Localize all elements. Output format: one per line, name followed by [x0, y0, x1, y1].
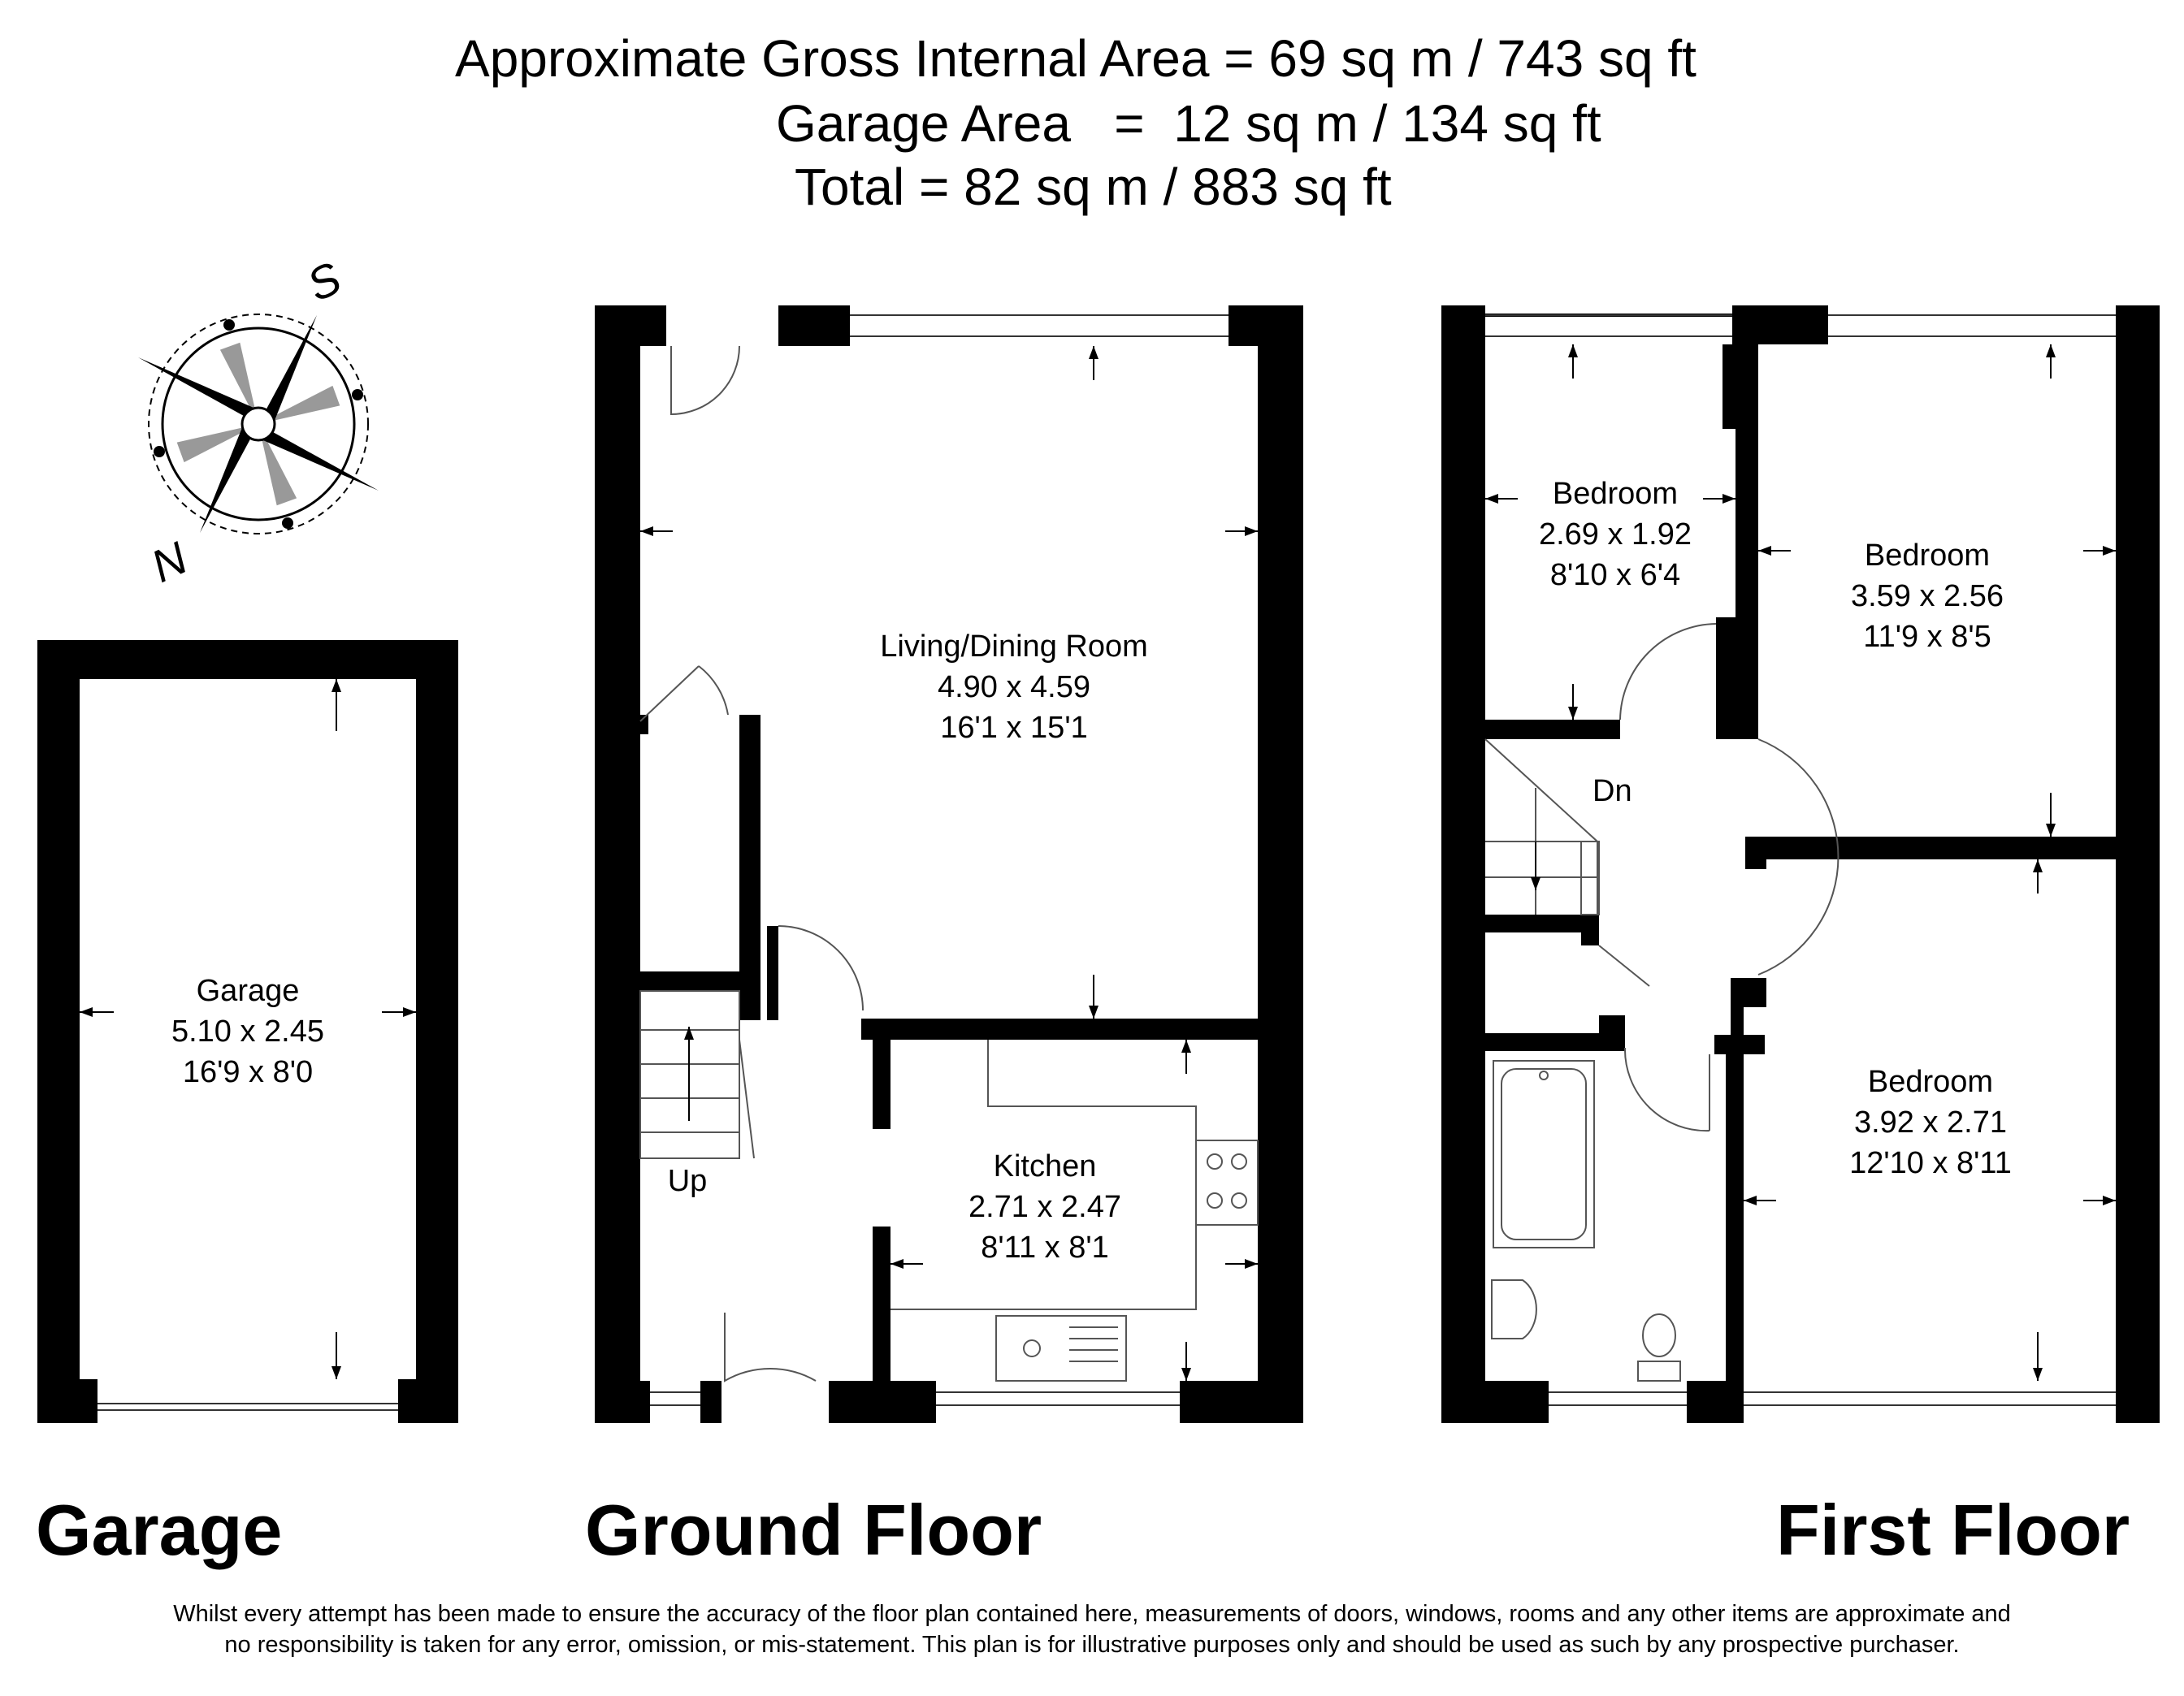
- first-floor-title: First Floor: [1776, 1490, 2130, 1570]
- living-room-imperial: 16'1 x 15'1: [940, 711, 1088, 745]
- ground-floor-title: Ground Floor: [585, 1490, 1042, 1570]
- kitchen-room-metric: 2.71 x 2.47: [968, 1190, 1122, 1224]
- compass-south-label: S: [299, 251, 349, 311]
- stairs-up-label: Up: [667, 1164, 708, 1198]
- bedroom-lower-name: Bedroom: [1867, 1065, 1994, 1099]
- compass-north-label: N: [143, 531, 195, 592]
- compass-rose-icon: [138, 252, 379, 592]
- garage-room-metric: 5.10 x 2.45: [171, 1015, 325, 1049]
- bedroom-lower-imperial: 12'10 x 8'11: [1849, 1146, 2012, 1180]
- garage-title: Garage: [36, 1490, 283, 1570]
- garage-area-text: Garage Area = 12 sq m / 134 sq ft: [776, 94, 1601, 153]
- kitchen-room-name: Kitchen: [993, 1149, 1097, 1183]
- living-room-metric: 4.90 x 4.59: [937, 670, 1091, 704]
- bedroom-small-name: Bedroom: [1552, 477, 1679, 511]
- bedroom-lower-metric: 3.92 x 2.71: [1853, 1105, 2008, 1140]
- first-floor-plan: [1441, 305, 2160, 1423]
- bedroom-small-metric: 2.69 x 1.92: [1538, 517, 1692, 552]
- bedroom-right-imperial: 11'9 x 8'5: [1863, 620, 1991, 654]
- kitchen-room-imperial: 8'11 x 8'1: [981, 1231, 1109, 1265]
- garage-room-name: Garage: [196, 974, 300, 1008]
- garage-room-imperial: 16'9 x 8'0: [182, 1055, 314, 1089]
- disclaimer-line-2: no responsibility is taken for any error, omission, or mis-statement. This plan is for illustrative purposes only and should be used as such by any prospective purchaser.: [224, 1632, 1960, 1658]
- bedroom-right-name: Bedroom: [1864, 539, 1991, 573]
- total-area-text: Total = 82 sq m / 883 sq ft: [795, 158, 1392, 216]
- living-room-name: Living/Dining Room: [880, 630, 1148, 664]
- disclaimer-line-1: Whilst every attempt has been made to ensure the accuracy of the floor plan contained here, measurements of doors, windows, rooms and any other items are approximate and: [173, 1601, 2011, 1627]
- gross-area-text: Approximate Gross Internal Area = 69 sq m / 743 sq ft: [455, 29, 1696, 88]
- disclaimer: [0, 1599, 2184, 1660]
- ground-floor-plan: [595, 305, 1303, 1423]
- bedroom-small-imperial: 8'10 x 6'4: [1549, 558, 1681, 592]
- bedroom-right-metric: 3.59 x 2.56: [1850, 579, 2004, 613]
- stairs-down-label: Dn: [1592, 774, 1632, 808]
